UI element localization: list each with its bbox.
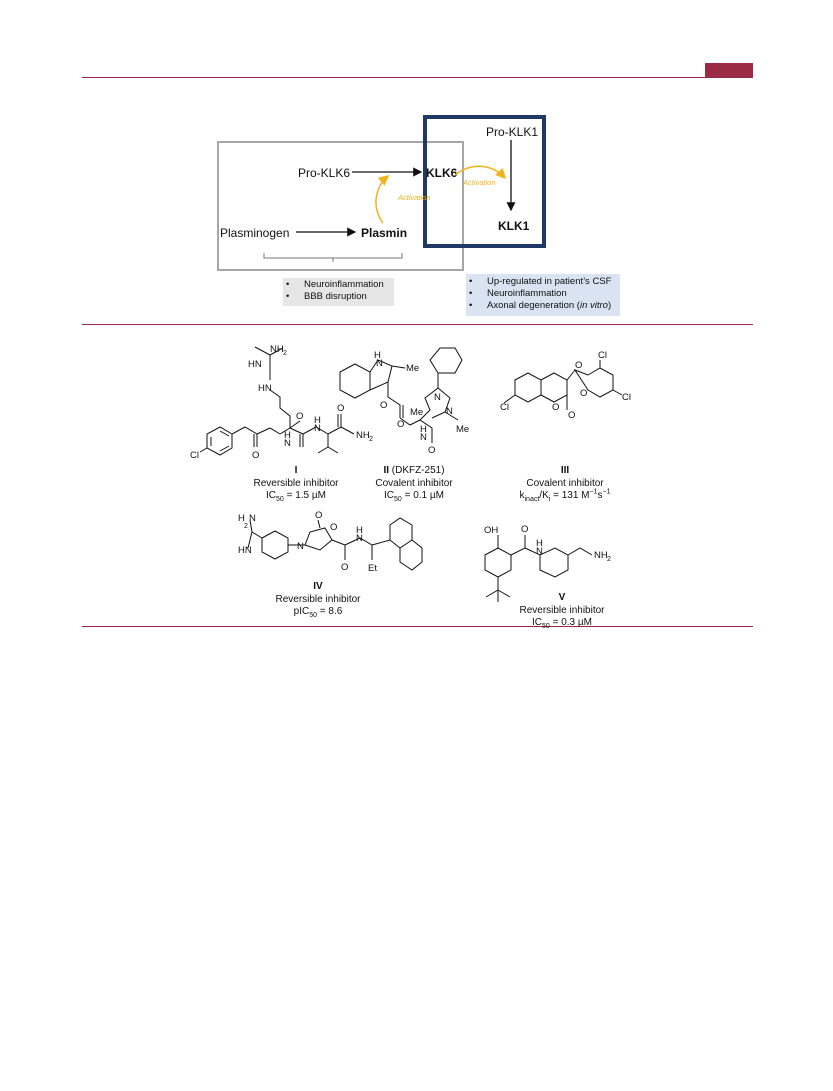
- svg-text:Et: Et: [368, 563, 377, 574]
- svg-text:H: H: [284, 430, 291, 441]
- svg-text:N: N: [314, 423, 321, 434]
- svg-text:OH: OH: [484, 525, 499, 536]
- svg-text:O: O: [552, 402, 560, 413]
- right-effect-2: • Neuroinflammation: [469, 288, 617, 300]
- svg-text:HN: HN: [238, 545, 252, 556]
- plasmin-label: Plasmin: [361, 226, 408, 240]
- svg-text:NH: NH: [356, 430, 370, 441]
- pro-klk1-label: Pro-KLK1: [486, 125, 539, 139]
- svg-text:H: H: [374, 350, 381, 361]
- svg-text:O: O: [575, 360, 583, 371]
- svg-text:H: H: [238, 513, 245, 524]
- svg-text:H: H: [420, 424, 427, 435]
- svg-text:H: H: [314, 415, 321, 426]
- plasminogen-label: Plasminogen: [220, 226, 290, 240]
- svg-text:O: O: [521, 524, 529, 535]
- structure-iii: [504, 360, 622, 410]
- svg-text:2: 2: [607, 556, 611, 563]
- left-effect-1: • Neuroinflammation: [286, 279, 391, 291]
- svg-text:O: O: [330, 522, 338, 533]
- svg-text:O: O: [296, 411, 304, 422]
- svg-text:N: N: [249, 513, 256, 524]
- svg-text:NH: NH: [594, 550, 608, 561]
- activation-label-1: Activation: [398, 193, 431, 202]
- svg-text:H: H: [536, 538, 543, 549]
- svg-text:O: O: [580, 388, 588, 399]
- svg-text:O: O: [337, 403, 345, 414]
- svg-text:O: O: [428, 445, 436, 456]
- caption-ii: II (DKFZ-251) Covalent inhibitor $IC_{50} = 0.1$ µM: [375, 465, 453, 503]
- svg-text:O: O: [341, 562, 349, 573]
- svg-text:N: N: [376, 358, 383, 369]
- klk1-label: KLK1: [498, 219, 530, 233]
- pro-klk6-label: Pro-KLK6: [298, 166, 351, 180]
- atom-i-hn1: HN: [248, 359, 262, 370]
- svg-text:2: 2: [369, 436, 373, 443]
- svg-text:N: N: [297, 541, 304, 552]
- caption-iii: III Covalent inhibitor $k_{inact}/K_i = 131$ $M^{-1}s^{-1}$: [519, 465, 611, 503]
- caption-v: V Reversible inhibitor $IC_{50} = 0.3$ µM: [519, 592, 605, 630]
- svg-text:Me: Me: [456, 424, 470, 435]
- right-effect-1: • Up-regulated in patient’s CSF: [469, 276, 617, 288]
- activation-label-2: Activation: [463, 178, 496, 187]
- svg-text:H: H: [356, 525, 363, 536]
- svg-text:O: O: [380, 400, 388, 411]
- svg-text:N: N: [536, 546, 543, 557]
- svg-text:2: 2: [283, 350, 287, 357]
- svg-text:N: N: [284, 438, 291, 449]
- left-effect-2: • BBB disruption: [286, 291, 391, 303]
- atom-i-nh2: NH: [270, 344, 284, 355]
- svg-text:Cl: Cl: [500, 402, 509, 413]
- svg-text:O: O: [315, 510, 323, 521]
- atom-i-hn2: HN: [258, 383, 272, 394]
- structure-i: [200, 347, 354, 455]
- svg-text:O: O: [397, 419, 405, 430]
- svg-text:O: O: [568, 410, 576, 421]
- caption-i: I Reversible inhibitor $IC_{50} = 1.5$ µM: [253, 465, 339, 503]
- svg-text:Me: Me: [406, 363, 420, 374]
- right-effect-3: • Axonal degeneration (in vitro): [469, 300, 617, 312]
- klk6-label: KLK6: [426, 166, 458, 180]
- svg-text:Cl: Cl: [190, 450, 199, 461]
- svg-text:N: N: [420, 432, 427, 443]
- svg-text:N: N: [356, 533, 363, 544]
- caption-iv: IV Reversible inhibitor pIC$_{50}$ = 8.6: [275, 581, 361, 619]
- svg-text:O: O: [252, 450, 260, 461]
- svg-text:Cl: Cl: [622, 392, 631, 403]
- svg-text:Me: Me: [410, 407, 424, 418]
- svg-text:N: N: [446, 406, 453, 417]
- svg-text:N: N: [434, 392, 441, 403]
- svg-text:2: 2: [244, 523, 248, 530]
- svg-text:Cl: Cl: [598, 350, 607, 361]
